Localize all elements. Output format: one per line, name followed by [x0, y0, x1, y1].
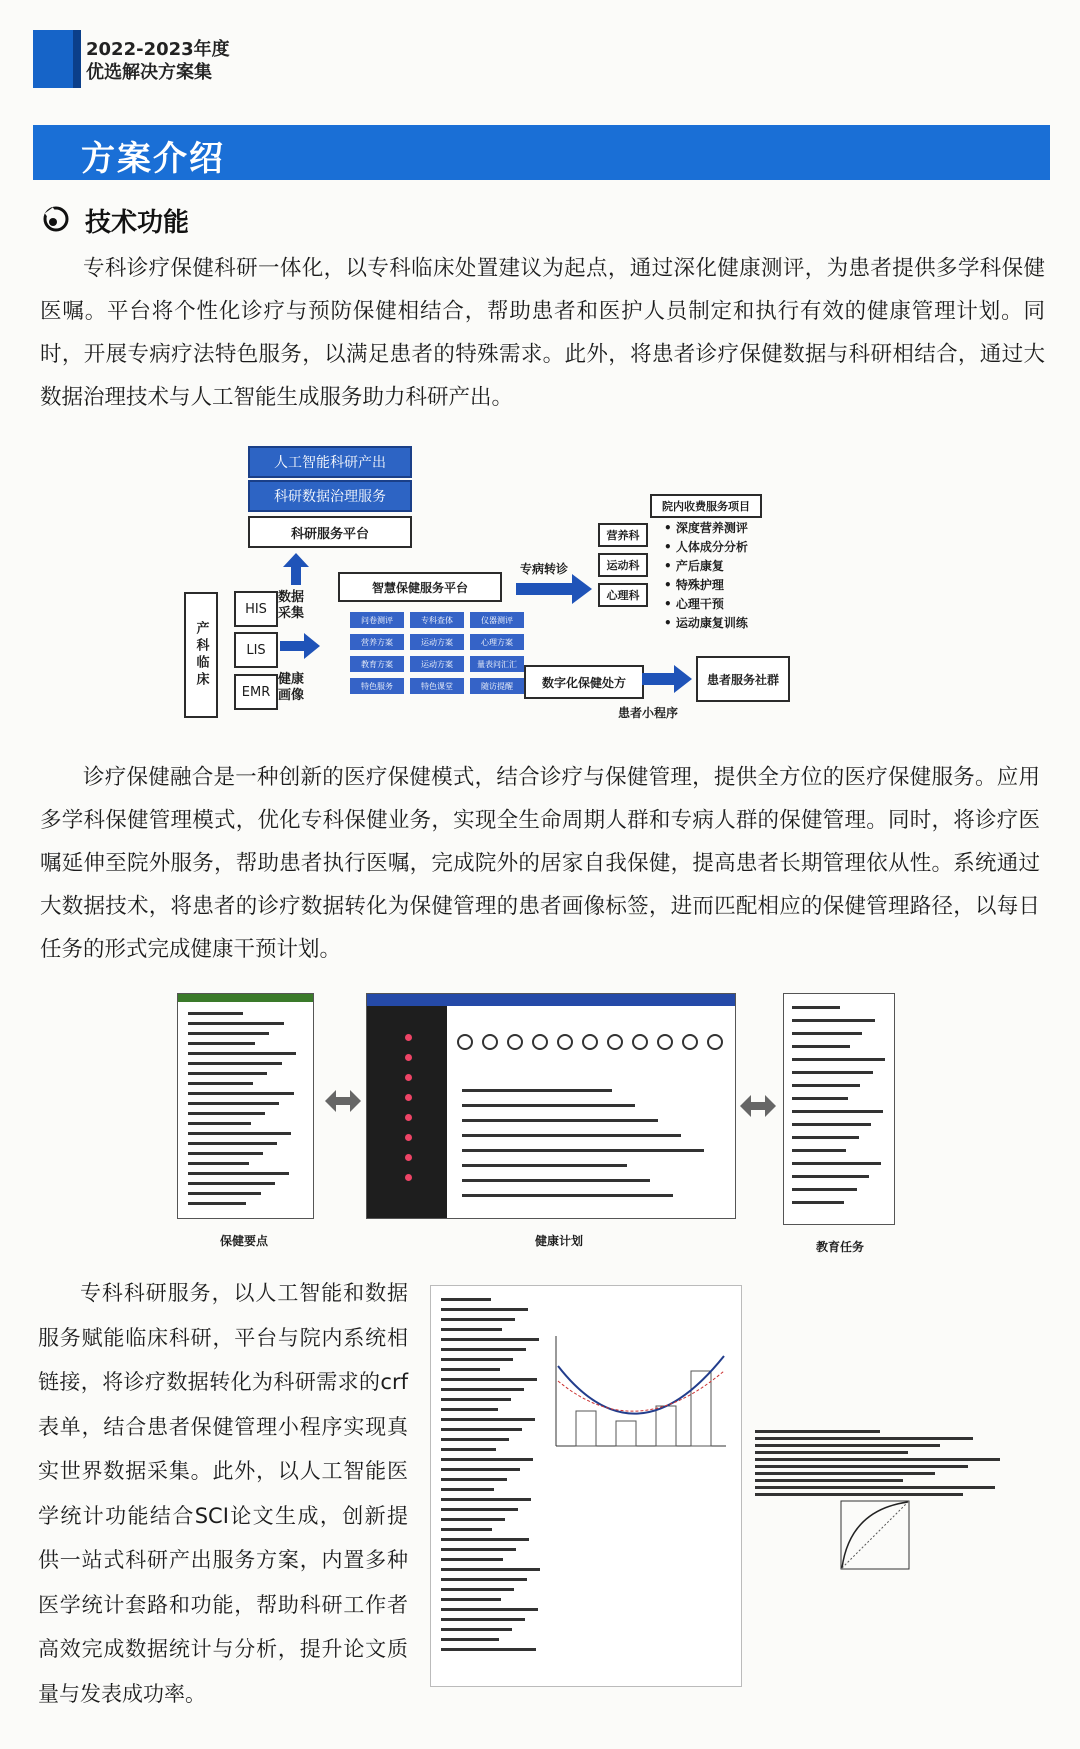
text-line-placeholder [792, 1136, 859, 1139]
text-line-placeholder [188, 1132, 291, 1135]
sidebar-item-dot [405, 1134, 412, 1141]
data-collect-label: 数据采集 [278, 590, 305, 621]
plan-step-dot [557, 1034, 573, 1050]
text-line-placeholder [792, 1097, 848, 1100]
plan-row-placeholder [462, 1149, 704, 1152]
header-collection: 优选解决方案集 [86, 62, 212, 83]
referral-arrow-icon [516, 574, 592, 604]
paid-services-title: 院内收费服务项目 [650, 494, 762, 518]
service-chip: 仪器测评 [470, 612, 524, 628]
text-line-placeholder [441, 1648, 536, 1651]
architecture-diagram [180, 440, 900, 740]
text-line-placeholder [792, 1084, 860, 1087]
text-line-placeholder [441, 1548, 516, 1551]
text-line-placeholder [792, 1019, 875, 1022]
text-line-placeholder [441, 1428, 522, 1431]
header-text [86, 38, 230, 84]
right-arrow-icon [280, 633, 320, 659]
digital-rx-box: 数字化保健处方 [524, 665, 644, 699]
double-arrow-icon [740, 1095, 776, 1117]
sidebar-item-dot [405, 1094, 412, 1101]
dept-exercise-box: 运动科 [598, 553, 648, 577]
text-line-placeholder [441, 1448, 496, 1451]
text-line-placeholder [755, 1465, 968, 1468]
text-line-placeholder [188, 1102, 279, 1105]
paid-service-item: • 产后康复 [664, 559, 724, 573]
community-box: 患者服务社群 [696, 656, 790, 702]
plan-step-dot [532, 1034, 548, 1050]
stats-chart-graphic [546, 1326, 731, 1461]
service-chip: 运动方案 [410, 634, 464, 650]
text-line-placeholder [792, 1006, 840, 1009]
plan-row-placeholder [462, 1194, 673, 1197]
text-line-placeholder [441, 1588, 514, 1591]
text-line-placeholder [441, 1318, 515, 1321]
text-line-placeholder [792, 1149, 846, 1152]
text-line-placeholder [792, 1188, 857, 1191]
paid-service-item: • 人体成分分析 [664, 540, 748, 554]
text-line-placeholder [441, 1638, 499, 1641]
text-line-placeholder [441, 1378, 537, 1381]
text-line-placeholder [441, 1488, 494, 1491]
service-chip: 运动方案 [410, 656, 464, 672]
text-line-placeholder [188, 1142, 277, 1145]
service-chip: 问卷测评 [350, 612, 404, 628]
clinical-box: 产科临床 [184, 592, 218, 718]
text-line-placeholder [188, 1052, 296, 1055]
plan-step-dot [457, 1034, 473, 1050]
data-governance-box: 科研数据治理服务 [248, 480, 412, 512]
text-line-placeholder [188, 1022, 284, 1025]
text-line-placeholder [755, 1437, 973, 1440]
service-chip: 专科查体 [410, 612, 464, 628]
screenshot-health-plan [366, 993, 736, 1219]
paid-service-item: • 特殊护理 [664, 578, 724, 592]
text-line-placeholder [188, 1092, 294, 1095]
service-chip: 心理方案 [470, 634, 524, 650]
text-line-placeholder [441, 1518, 505, 1521]
text-line-placeholder [441, 1298, 491, 1301]
text-line-placeholder [441, 1478, 507, 1481]
research-platform-box: 科研服务平台 [248, 516, 412, 548]
text-line-placeholder [188, 1072, 267, 1075]
paragraph-3: 专科科研服务，以人工智能和数据服务赋能临床科研，平台与院内系统相链接，将诊疗数据转化为科研需求的crf表单，结合患者保健管理小程序实现真实世界数据采集。此外，以人工智能医学统计功能结合SCI论文生成，创新提供一站式科研产出服务方案，内置多种医学统计套路和功能，帮助科研工作者高效完成数据统计与分析，提升论文质量与发表成功率。 [38, 1281, 408, 1706]
text-line-placeholder [755, 1444, 940, 1447]
text-line-placeholder [441, 1498, 531, 1501]
text-line-placeholder [188, 1202, 246, 1205]
text-line-placeholder [441, 1628, 512, 1631]
plan-step-dot [482, 1034, 498, 1050]
header-logo-bar [33, 30, 73, 88]
plan-step-dot [632, 1034, 648, 1050]
his-box: HIS [234, 591, 278, 627]
text-line-placeholder [441, 1338, 539, 1341]
text-line-placeholder [755, 1472, 935, 1475]
text-line-placeholder [755, 1430, 880, 1433]
dept-psych-box: 心理科 [598, 583, 648, 607]
service-chip: 随访提醒 [470, 678, 524, 694]
text-line-placeholder [188, 1172, 289, 1175]
sidebar-item-dot [405, 1114, 412, 1121]
section-banner [33, 125, 1050, 180]
text-line-placeholder [188, 1082, 253, 1085]
sidebar-item-dot [405, 1074, 412, 1081]
text-line-placeholder [441, 1368, 500, 1371]
text-line-placeholder [441, 1358, 513, 1361]
plan-step-dot [707, 1034, 723, 1050]
plan-step-dot [682, 1034, 698, 1050]
text-line-placeholder [441, 1598, 501, 1601]
plan-step-dot [607, 1034, 623, 1050]
service-chip: 量表问汇汇 [470, 656, 524, 672]
plan-row-placeholder [462, 1134, 681, 1137]
text-line-placeholder [755, 1458, 1000, 1461]
health-portrait-label: 健康画像 [278, 672, 305, 703]
text-line-placeholder [441, 1458, 533, 1461]
emr-box: EMR [234, 674, 278, 710]
text-line-placeholder [792, 1058, 885, 1061]
service-chip: 营养方案 [350, 634, 404, 650]
rx-arrow-icon [642, 665, 692, 693]
text-line-placeholder [188, 1182, 275, 1185]
text-line-placeholder [441, 1418, 535, 1421]
banner-title: 方案介绍 [81, 139, 225, 179]
text-line-placeholder [441, 1578, 527, 1581]
plan-row-placeholder [462, 1089, 612, 1092]
text-line-placeholder [792, 1045, 850, 1048]
miniapp-label: 患者小程序 [618, 706, 679, 720]
text-line-placeholder [188, 1162, 249, 1165]
caption-health-plan: 健康计划 [535, 1234, 584, 1248]
service-chip: 特色课堂 [410, 678, 464, 694]
text-line-placeholder [188, 1012, 243, 1015]
plan-step-dot [582, 1034, 598, 1050]
text-line-placeholder [188, 1192, 261, 1195]
paragraph-2: 诊疗保健融合是一种创新的医疗保健模式，结合诊疗与保健管理，提供全方位的医疗保健服务。应用多学科保健管理模式，优化专科保健业务，实现全生命周期人群和专病人群的保健管理。同时，将诊疗医嘱延伸至院外服务，帮助患者执行医嘱，完成院外的居家自我保健，提高患者长期管理依从性。系统通过大数据技术，将患者的诊疗数据转化为保健管理的患者画像标签，进而匹配相应的保健管理路径，以每日任务的形式完成健康干预计划。 [40, 765, 1040, 962]
text-line-placeholder [792, 1162, 881, 1165]
text-line-placeholder [188, 1152, 263, 1155]
sidebar-item-dot [405, 1054, 412, 1061]
paid-service-item: • 运动康复训练 [664, 616, 748, 630]
sidebar-item-dot [405, 1154, 412, 1161]
service-chip: 特色服务 [350, 678, 404, 694]
text-line-placeholder [792, 1175, 869, 1178]
up-arrow-icon [283, 553, 309, 585]
text-line-placeholder [755, 1493, 963, 1496]
double-arrow-icon [325, 1090, 361, 1112]
text-line-placeholder [441, 1388, 524, 1391]
screenshot-sci-paper [745, 1420, 1020, 1685]
text-line-placeholder [441, 1608, 538, 1611]
text-line-placeholder [792, 1032, 862, 1035]
plan-row-placeholder [462, 1119, 658, 1122]
screenshot-research-stats [430, 1285, 742, 1687]
text-line-placeholder [755, 1451, 908, 1454]
section-title: 技术功能 [85, 208, 190, 238]
text-line-placeholder [441, 1508, 518, 1511]
text-line-placeholder [441, 1568, 540, 1571]
text-line-placeholder [188, 1112, 265, 1115]
screenshot-education-task [783, 993, 895, 1225]
text-line-placeholder [441, 1438, 509, 1441]
text-line-placeholder [441, 1398, 511, 1401]
plan-row-placeholder [462, 1164, 627, 1167]
plan-row-placeholder [462, 1179, 650, 1182]
plan-row-placeholder [462, 1104, 635, 1107]
section-bullet-icon [42, 205, 70, 233]
sidebar-item-dot [405, 1174, 412, 1181]
caption-education-task: 教育任务 [816, 1240, 865, 1254]
screenshot-care-points [177, 993, 314, 1219]
caption-care-points: 保健要点 [220, 1234, 269, 1248]
smart-platform-box: 智慧保健服务平台 [338, 572, 502, 602]
text-line-placeholder [441, 1528, 492, 1531]
text-line-placeholder [792, 1201, 844, 1204]
paid-service-item: • 心理干预 [664, 597, 724, 611]
text-line-placeholder [441, 1558, 503, 1561]
referral-label: 专病转诊 [520, 562, 569, 576]
text-line-placeholder [792, 1071, 873, 1074]
paid-service-item: • 深度营养测评 [664, 521, 748, 535]
text-line-placeholder [441, 1618, 525, 1621]
dept-nutrition-box: 营养科 [598, 523, 648, 547]
lis-box: LIS [234, 632, 278, 668]
text-line-placeholder [188, 1042, 255, 1045]
text-line-placeholder [441, 1328, 502, 1331]
text-line-placeholder [188, 1062, 282, 1065]
text-line-placeholder [441, 1308, 528, 1311]
text-line-placeholder [792, 1123, 871, 1126]
text-line-placeholder [441, 1348, 526, 1351]
text-line-placeholder [441, 1538, 529, 1541]
sidebar-item-dot [405, 1034, 412, 1041]
text-line-placeholder [441, 1408, 498, 1411]
header-year: 2022-2023年度 [86, 39, 230, 60]
text-line-placeholder [441, 1468, 520, 1471]
plan-step-dot [507, 1034, 523, 1050]
text-line-placeholder [755, 1479, 903, 1482]
ai-output-box: 人工智能科研产出 [248, 446, 412, 478]
text-line-placeholder [755, 1486, 995, 1489]
paragraph-1: 专科诊疗保健科研一体化，以专科临床处置建议为起点，通过深化健康测评，为患者提供多学科保健医嘱。平台将个性化诊疗与预防保健相结合，帮助患者和医护人员制定和执行有效的健康管理计划。同时，开展专病疗法特色服务，以满足患者的特殊需求。此外，将患者诊疗保健数据与科研相结合，通过大数据治理技术与人工智能生成服务助力科研产出。 [40, 256, 1045, 410]
service-chip: 教育方案 [350, 656, 404, 672]
text-line-placeholder [188, 1032, 269, 1035]
text-line-placeholder [792, 1110, 883, 1113]
plan-step-dot [657, 1034, 673, 1050]
text-line-placeholder [188, 1122, 251, 1125]
roc-chart-graphic [840, 1500, 910, 1570]
